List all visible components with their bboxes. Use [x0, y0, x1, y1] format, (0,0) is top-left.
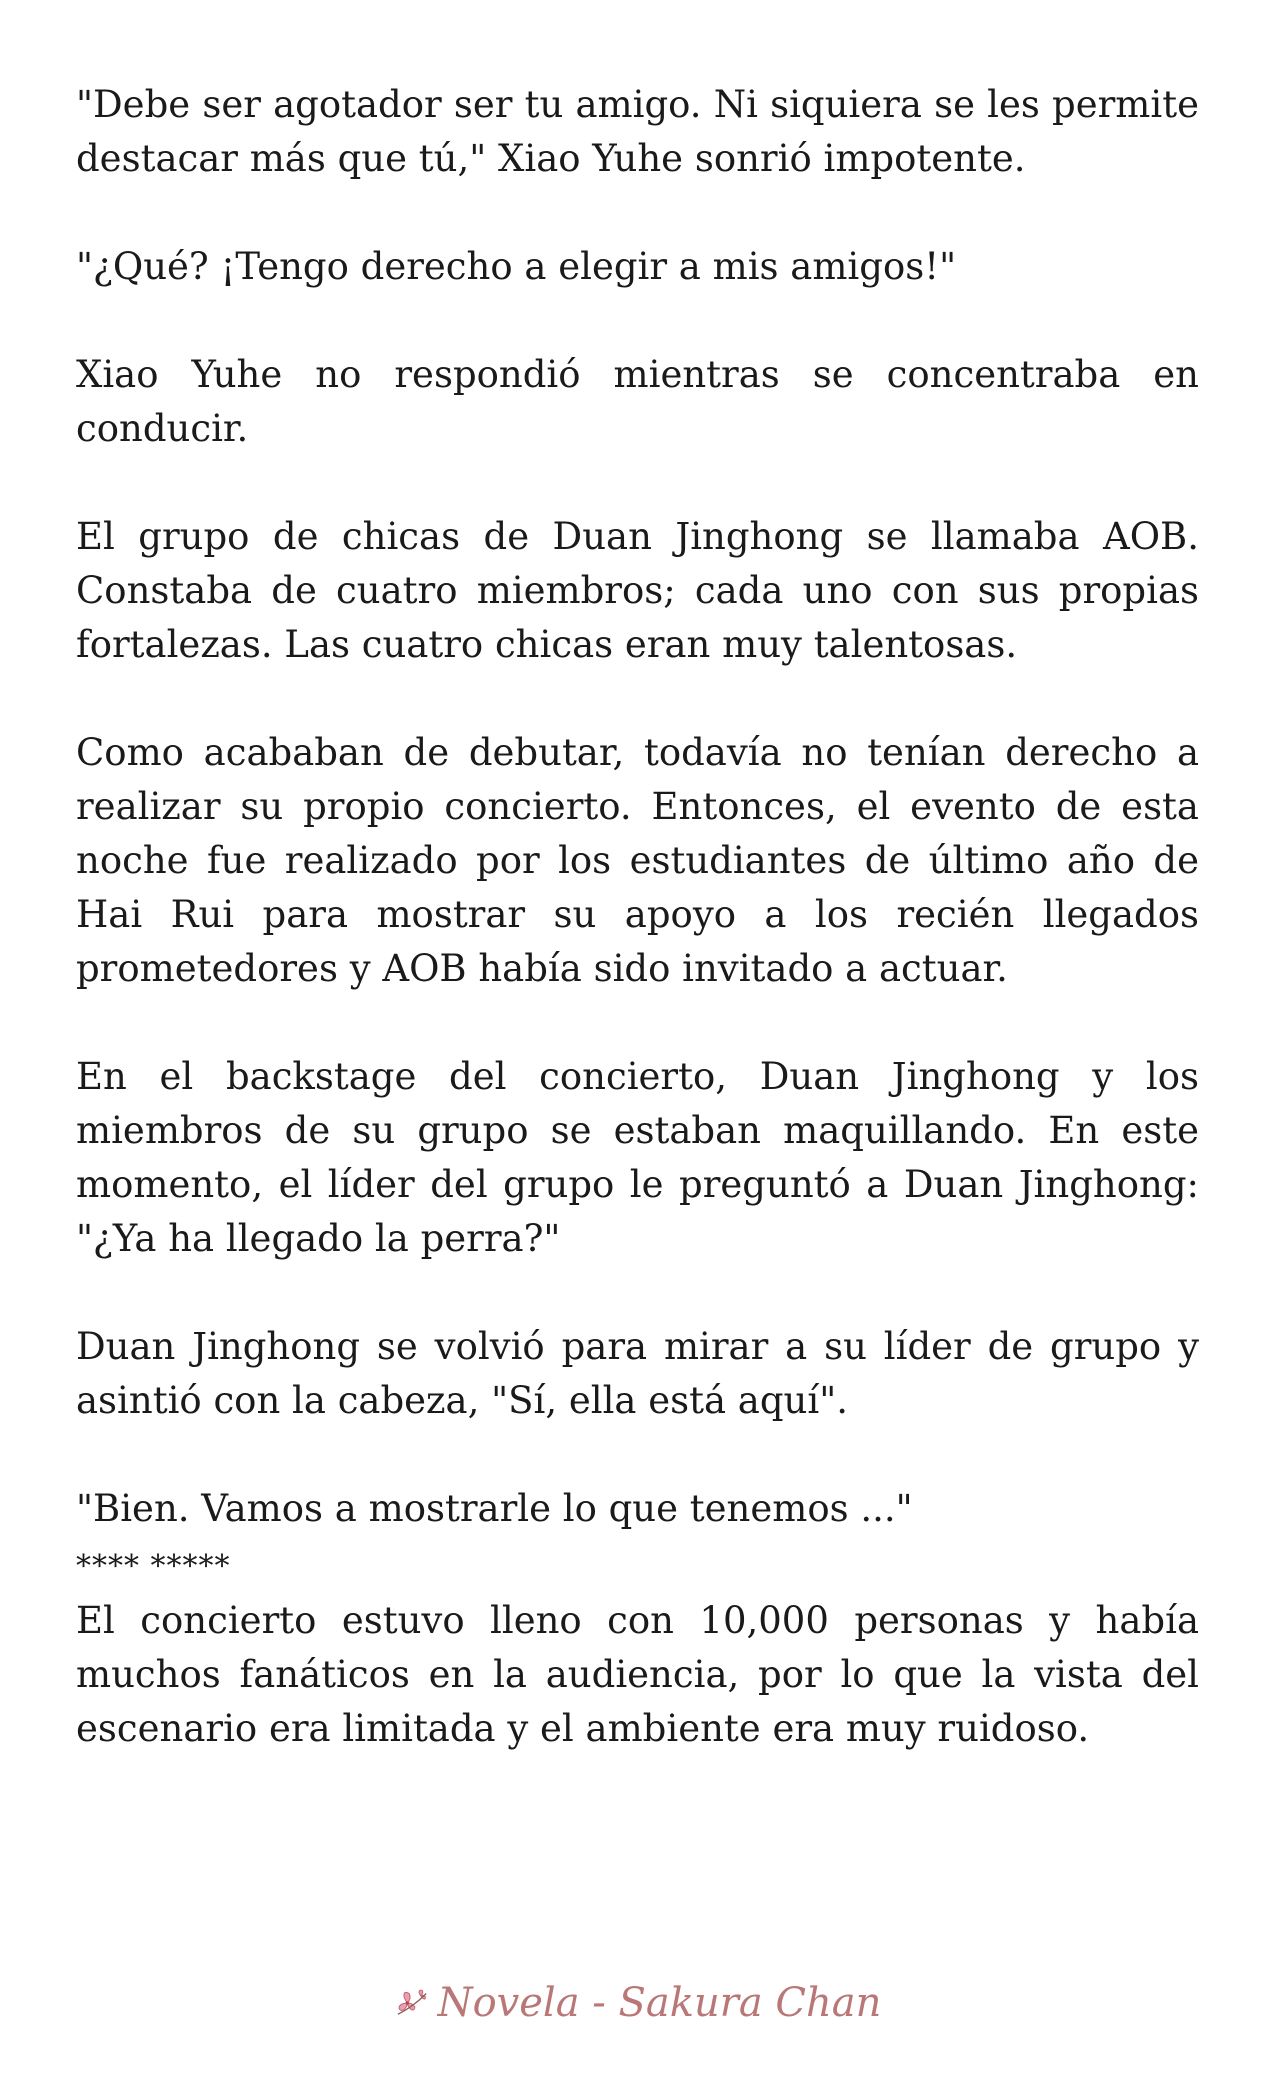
paragraph: "Bien. Vamos a mostrarle lo que tenemos ...": [76, 1487, 913, 1530]
paragraph: "Debe ser agotador ser tu amigo. Ni siquiera se les permite destacar más que tú," Xiao Yuhe sonrió impotente.: [76, 83, 1199, 180]
paragraph: Xiao Yuhe no respondió mientras se concentraba en conducir.: [76, 353, 1199, 450]
scene-separator: **** *****: [76, 1549, 231, 1584]
paragraph: El concierto estuvo lleno con 10,000 personas y había muchos fanáticos en la audiencia, por lo que la vista del escenario era limitada y el ambiente era muy ruidoso.: [76, 1599, 1199, 1750]
paragraph: Duan Jinghong se volvió para mirar a su líder de grupo y asintió con la cabeza, "Sí, ella está aquí".: [76, 1325, 1199, 1422]
watermark-text: Novela - Sakura Chan: [437, 1980, 882, 2026]
paragraph: Como acababan de debutar, todavía no tenían derecho a realizar su propio concierto. Entonces, el evento de esta noche fue realizado por los estudiantes de último año de Hai Rui para mostrar su apoyo a los recién llegados prometedores y AOB había sido invitado a actuar.: [76, 731, 1199, 990]
document-body: [76, 78, 1199, 1810]
sakura-flower-icon: [394, 1986, 432, 2020]
paragraph: El grupo de chicas de Duan Jinghong se llamaba AOB. Constaba de cuatro miembros; cada uno con sus propias fortalezas. Las cuatro chicas eran muy talentosas.: [76, 515, 1199, 666]
paragraph: "¿Qué? ¡Tengo derecho a elegir a mis amigos!": [76, 245, 957, 288]
watermark-footer: [0, 1980, 1275, 2026]
paragraph: En el backstage del concierto, Duan Jinghong y los miembros de su grupo se estaban maquillando. En este momento, el líder del grupo le preguntó a Duan Jinghong: "¿Ya ha llegado la perra?": [76, 1055, 1199, 1260]
